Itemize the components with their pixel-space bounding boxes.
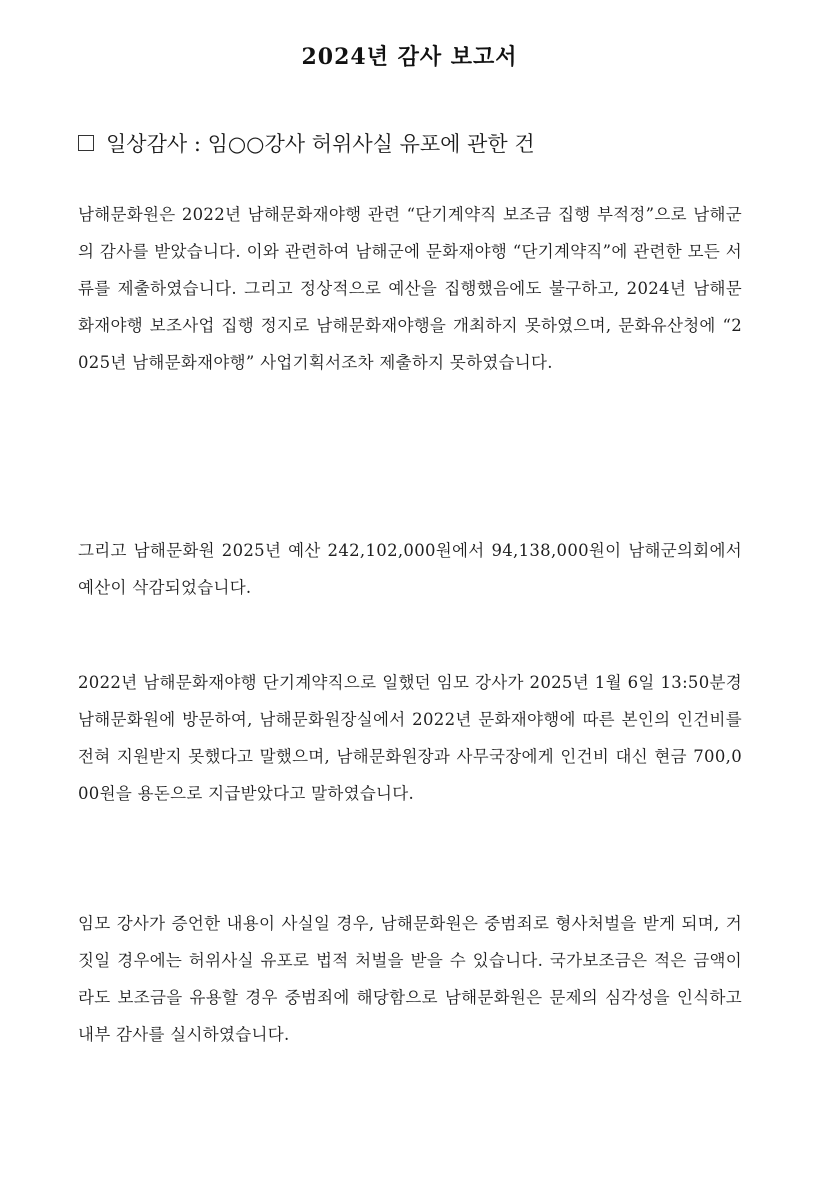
- paragraph-audit-background: 남해문화원은 2022년 남해문화재야행 관련 “단기계약직 보조금 집행 부적정”으로 남해군의 감사를 받았습니다. 이와 관련하여 남해군에 문화재야행 “단기계약직”에 관련한 모든 서류를 제출하였습니다. 그리고 정상적으로 예산을 집행했음에도 불구하고, 2024년 남해문화재야행 보조사업 집행 정지로 남해문화재야행을 개최하지 못하였으며, 문화유산청에 “2025년 남해문화재야행” 사업기획서조차 제출하지 못하였습니다.: [78, 205, 742, 372]
- section-heading: [78, 128, 535, 158]
- document-title: 2024년 감사 보고서: [301, 44, 518, 70]
- section-heading-text: 일상감사 : 임○○강사 허위사실 유포에 관한 건: [106, 132, 535, 156]
- paragraph-instructor-visit: 2022년 남해문화재야행 단기계약직으로 일했던 임모 강사가 2025년 1월 6일 13:50분경 남해문화원에 방문하여, 남해문화원장실에서 2022년 문화재야행에 따른 본인의 인건비를 전혀 지원받지 못했다고 말했으며, 남해문화원장과 사무국장에게 인건비 대신 현금 700,000원을 용돈으로 지급받았다고 말하였습니다.: [78, 673, 742, 803]
- paragraph-internal-audit: 임모 강사가 증언한 내용이 사실일 경우, 남해문화원은 중범죄로 형사처벌을 받게 되며, 거짓일 경우에는 허위사실 유포로 법적 처벌을 받을 수 있습니다. 국가보조금은 적은 금액이라도 보조금을 유용할 경우 중범죄에 해당함으로 남해문화원은 문제의 심각성을 인식하고 내부 감사를 실시하였습니다.: [78, 914, 742, 1044]
- paragraph-budget-cut: 그리고 남해문화원 2025년 예산 242,102,000원에서 94,138,000원이 남해군의회에서 예산이 삭감되었습니다.: [78, 541, 742, 597]
- checkbox-icon: [78, 135, 94, 151]
